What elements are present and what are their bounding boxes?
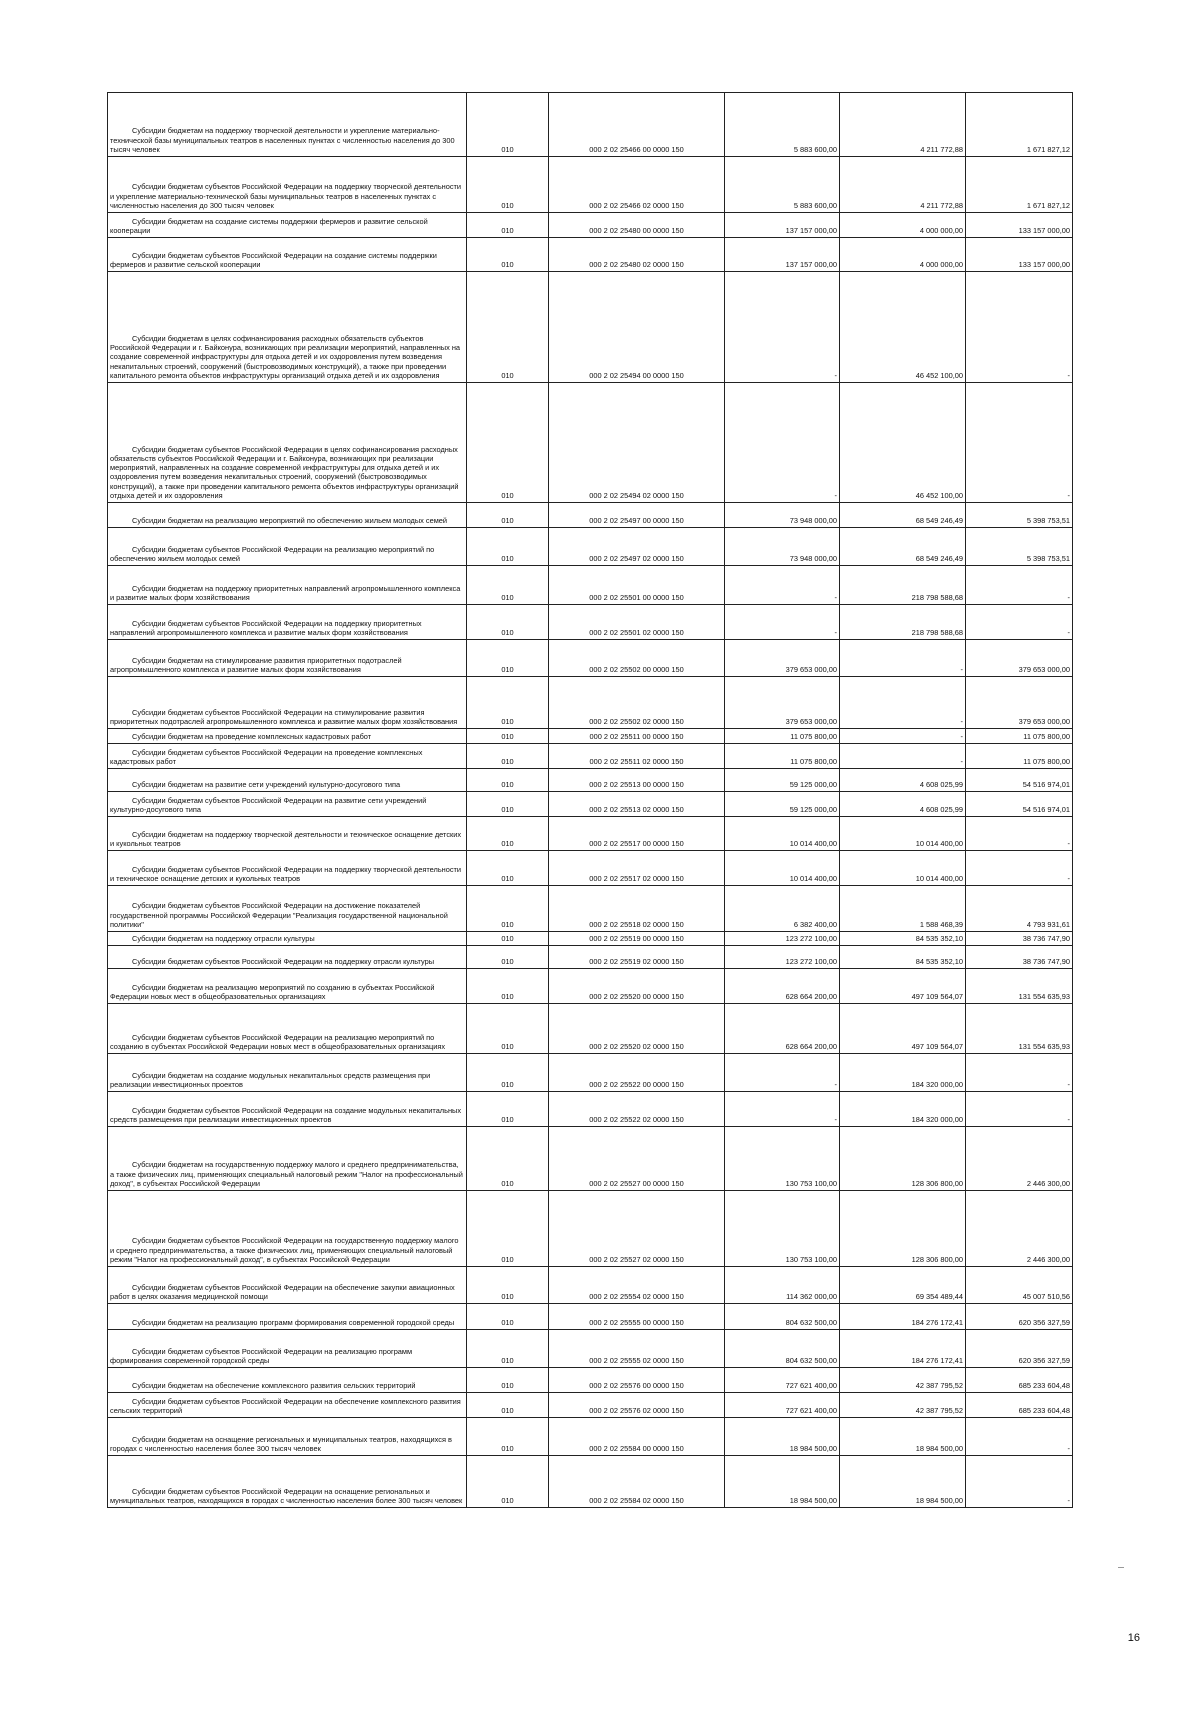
row-line-code-cell: 010 (467, 677, 549, 729)
row-name-cell: Субсидии бюджетам субъектов Российской Федерации на государственную поддержку малого и среднего предпринимательства, а также физических лиц, применяющих специальный налоговый режим "Налог на профессиональный доход", в субъектах Российской Федерации (108, 1191, 467, 1267)
row-name-cell: Субсидии бюджетам субъектов Российской Федерации на поддержку творческой деятельности и укрепление материально-технической базы муниципальных театров в населенных пунктах с численностью населения до 300 тысяч человек (108, 157, 467, 213)
row-executed-amount-cell: 84 535 352,10 (840, 946, 966, 969)
row-unexecuted-amount-cell: 5 398 753,51 (966, 528, 1073, 566)
row-approved-amount-cell: 73 948 000,00 (725, 528, 840, 566)
row-name-cell: Субсидии бюджетам на поддержку творческой деятельности и укрепление материально-технической базы муниципальных театров в населенных пунктах с численностью населения до 300 тысяч человек (108, 93, 467, 157)
row-line-code-cell: 010 (467, 566, 549, 605)
row-approved-amount-cell: 10 014 400,00 (725, 817, 840, 851)
table-row (108, 1304, 1073, 1330)
row-executed-amount-cell: 184 276 172,41 (840, 1304, 966, 1330)
row-line-code-cell: 010 (467, 744, 549, 769)
table-row (108, 640, 1073, 677)
row-budget-code-cell: 000 2 02 25502 02 0000 150 (549, 677, 725, 729)
row-budget-code-cell: 000 2 02 25511 00 0000 150 (549, 729, 725, 744)
row-approved-amount-cell: 379 653 000,00 (725, 640, 840, 677)
row-line-code-cell: 010 (467, 886, 549, 932)
row-executed-amount-cell: 42 387 795,52 (840, 1368, 966, 1393)
row-name-cell: Субсидии бюджетам на реализацию мероприятий по обеспечению жильем молодых семей (108, 503, 467, 528)
row-name-cell: Субсидии бюджетам на поддержку отрасли культуры (108, 932, 467, 946)
row-name-cell: Субсидии бюджетам субъектов Российской Федерации на поддержку приоритетных направлений агропромышленного комплекса и развитие малых форм хозяйствования (108, 605, 467, 640)
row-executed-amount-cell: 18 984 500,00 (840, 1418, 966, 1456)
row-unexecuted-amount-cell: - (966, 566, 1073, 605)
table-row (108, 1267, 1073, 1304)
row-budget-code-cell: 000 2 02 25555 02 0000 150 (549, 1330, 725, 1368)
row-budget-code-cell: 000 2 02 25497 00 0000 150 (549, 503, 725, 528)
row-approved-amount-cell: 11 075 800,00 (725, 729, 840, 744)
row-line-code-cell: 010 (467, 1368, 549, 1393)
row-line-code-cell: 010 (467, 157, 549, 213)
row-unexecuted-amount-cell: 2 446 300,00 (966, 1191, 1073, 1267)
table-row (108, 272, 1073, 383)
row-budget-code-cell: 000 2 02 25584 00 0000 150 (549, 1418, 725, 1456)
row-budget-code-cell: 000 2 02 25511 02 0000 150 (549, 744, 725, 769)
row-name-cell: Субсидии бюджетам в целях софинансирования расходных обязательств субъектов Российской Федерации и г. Байконура, возникающих при реализации мероприятий, направленных на создание современной инфраструктуры для отдыха детей и их оздоровления путем возведения некапитальных строений, сооружений (быстровозводимых конструкций), а также при проведении капитального ремонта объектов инфраструктуры организаций отдыха детей и их оздоровления (108, 272, 467, 383)
row-name-cell: Субсидии бюджетам на реализацию мероприятий по созданию в субъектах Российской Федерации новых мест в общеобразовательных организациях (108, 969, 467, 1004)
row-name-cell: Субсидии бюджетам на оснащение региональных и муниципальных театров, находящихся в городах с численностью населения более 300 тысяч человек (108, 1418, 467, 1456)
row-line-code-cell: 010 (467, 528, 549, 566)
row-executed-amount-cell: 46 452 100,00 (840, 383, 966, 503)
row-line-code-cell: 010 (467, 238, 549, 272)
row-line-code-cell: 010 (467, 1127, 549, 1191)
row-name-cell: Субсидии бюджетам субъектов Российской Федерации на поддержку творческой деятельности и техническое оснащение детских и кукольных театров (108, 851, 467, 886)
row-executed-amount-cell: 18 984 500,00 (840, 1456, 966, 1508)
table-row (108, 1393, 1073, 1418)
row-budget-code-cell: 000 2 02 25466 00 0000 150 (549, 93, 725, 157)
budget-table (107, 92, 1073, 1508)
row-executed-amount-cell: 1 588 468,39 (840, 886, 966, 932)
row-budget-code-cell: 000 2 02 25497 02 0000 150 (549, 528, 725, 566)
row-name-cell: Субсидии бюджетам субъектов Российской Федерации на поддержку отрасли культуры (108, 946, 467, 969)
row-name-cell: Субсидии бюджетам субъектов Российской Федерации на обеспечение закупки авиационных работ в целях оказания медицинской помощи (108, 1267, 467, 1304)
row-budget-code-cell: 000 2 02 25555 00 0000 150 (549, 1304, 725, 1330)
row-budget-code-cell: 000 2 02 25520 00 0000 150 (549, 969, 725, 1004)
table-row (108, 238, 1073, 272)
row-executed-amount-cell: 84 535 352,10 (840, 932, 966, 946)
row-executed-amount-cell: 4 000 000,00 (840, 238, 966, 272)
table-row (108, 1054, 1073, 1092)
table-row (108, 566, 1073, 605)
table-row (108, 946, 1073, 969)
row-budget-code-cell: 000 2 02 25494 00 0000 150 (549, 272, 725, 383)
row-unexecuted-amount-cell: 133 157 000,00 (966, 213, 1073, 238)
row-approved-amount-cell: 379 653 000,00 (725, 677, 840, 729)
row-line-code-cell: 010 (467, 272, 549, 383)
table-row (108, 792, 1073, 817)
row-line-code-cell: 010 (467, 213, 549, 238)
row-name-cell: Субсидии бюджетам субъектов Российской Федерации в целях софинансирования расходных обязательств субъектов Российской Федерации и г. Байконура, возникающих при реализации мероприятий, направленных на создание современной инфраструктуры для отдыха детей и их оздоровления путем возведения некапитальных строений, сооружений (быстровозводимых конструкций), а также при проведении капитального ремонта объектов инфраструктуры организаций отдыха детей и их оздоровления (108, 383, 467, 503)
row-executed-amount-cell: 218 798 588,68 (840, 566, 966, 605)
row-budget-code-cell: 000 2 02 25466 02 0000 150 (549, 157, 725, 213)
row-line-code-cell: 010 (467, 1304, 549, 1330)
table-row (108, 1368, 1073, 1393)
row-executed-amount-cell: 69 354 489,44 (840, 1267, 966, 1304)
row-approved-amount-cell: 114 362 000,00 (725, 1267, 840, 1304)
row-unexecuted-amount-cell: - (966, 383, 1073, 503)
row-unexecuted-amount-cell: 38 736 747,90 (966, 946, 1073, 969)
row-executed-amount-cell: 4 211 772,88 (840, 157, 966, 213)
row-budget-code-cell: 000 2 02 25517 02 0000 150 (549, 851, 725, 886)
row-approved-amount-cell: 5 883 600,00 (725, 157, 840, 213)
row-budget-code-cell: 000 2 02 25527 02 0000 150 (549, 1191, 725, 1267)
row-budget-code-cell: 000 2 02 25513 02 0000 150 (549, 792, 725, 817)
row-approved-amount-cell: 11 075 800,00 (725, 744, 840, 769)
table-row (108, 1092, 1073, 1127)
row-budget-code-cell: 000 2 02 25494 02 0000 150 (549, 383, 725, 503)
table-row (108, 817, 1073, 851)
row-name-cell: Субсидии бюджетам на проведение комплексных кадастровых работ (108, 729, 467, 744)
table-row (108, 1330, 1073, 1368)
table-row (108, 1127, 1073, 1191)
row-budget-code-cell: 000 2 02 25517 00 0000 150 (549, 817, 725, 851)
row-executed-amount-cell: 4 608 025,99 (840, 769, 966, 792)
row-executed-amount-cell: - (840, 640, 966, 677)
row-unexecuted-amount-cell: - (966, 1092, 1073, 1127)
table-row (108, 769, 1073, 792)
row-executed-amount-cell: - (840, 677, 966, 729)
row-name-cell: Субсидии бюджетам на поддержку приоритетных направлений агропромышленного комплекса и развитие малых форм хозяйствования (108, 566, 467, 605)
row-approved-amount-cell: - (725, 1092, 840, 1127)
row-line-code-cell: 010 (467, 1191, 549, 1267)
row-approved-amount-cell: 59 125 000,00 (725, 792, 840, 817)
row-budget-code-cell: 000 2 02 25520 02 0000 150 (549, 1004, 725, 1054)
row-name-cell: Субсидии бюджетам субъектов Российской Федерации на реализацию мероприятий по созданию в субъектах Российской Федерации новых мест в общеобразовательных организациях (108, 1004, 467, 1054)
row-unexecuted-amount-cell: 2 446 300,00 (966, 1127, 1073, 1191)
row-executed-amount-cell: - (840, 729, 966, 744)
table-row (108, 1004, 1073, 1054)
row-unexecuted-amount-cell: - (966, 605, 1073, 640)
row-approved-amount-cell: 137 157 000,00 (725, 213, 840, 238)
budget-table-body (108, 93, 1073, 1508)
row-executed-amount-cell: 184 320 000,00 (840, 1092, 966, 1127)
table-row (108, 528, 1073, 566)
table-row (108, 503, 1073, 528)
row-budget-code-cell: 000 2 02 25501 02 0000 150 (549, 605, 725, 640)
row-approved-amount-cell: 73 948 000,00 (725, 503, 840, 528)
row-line-code-cell: 010 (467, 1393, 549, 1418)
row-line-code-cell: 010 (467, 1267, 549, 1304)
row-unexecuted-amount-cell: 685 233 604,48 (966, 1393, 1073, 1418)
row-unexecuted-amount-cell: 379 653 000,00 (966, 640, 1073, 677)
table-row (108, 677, 1073, 729)
row-executed-amount-cell: 42 387 795,52 (840, 1393, 966, 1418)
row-name-cell: Субсидии бюджетам на государственную поддержку малого и среднего предпринимательства, а также физических лиц, применяющих специальный налоговый режим "Налог на профессиональный доход", в субъектах Российской Федерации (108, 1127, 467, 1191)
table-row (108, 1191, 1073, 1267)
row-name-cell: Субсидии бюджетам субъектов Российской Федерации на создание системы поддержки фермеров и развитие сельской кооперации (108, 238, 467, 272)
row-budget-code-cell: 000 2 02 25518 02 0000 150 (549, 886, 725, 932)
row-unexecuted-amount-cell: 133 157 000,00 (966, 238, 1073, 272)
row-executed-amount-cell: 46 452 100,00 (840, 272, 966, 383)
row-unexecuted-amount-cell: 1 671 827,12 (966, 93, 1073, 157)
row-unexecuted-amount-cell: 1 671 827,12 (966, 157, 1073, 213)
row-executed-amount-cell: 4 608 025,99 (840, 792, 966, 817)
row-unexecuted-amount-cell: 379 653 000,00 (966, 677, 1073, 729)
row-line-code-cell: 010 (467, 1004, 549, 1054)
row-executed-amount-cell: 184 276 172,41 (840, 1330, 966, 1368)
row-budget-code-cell: 000 2 02 25502 00 0000 150 (549, 640, 725, 677)
row-approved-amount-cell: 804 632 500,00 (725, 1330, 840, 1368)
table-row (108, 969, 1073, 1004)
row-budget-code-cell: 000 2 02 25501 00 0000 150 (549, 566, 725, 605)
budget-report-sheet (107, 92, 1072, 1508)
row-name-cell: Субсидии бюджетам субъектов Российской Федерации на развитие сети учреждений культурно-досугового типа (108, 792, 467, 817)
row-approved-amount-cell: 137 157 000,00 (725, 238, 840, 272)
row-line-code-cell: 010 (467, 817, 549, 851)
row-line-code-cell: 010 (467, 605, 549, 640)
row-budget-code-cell: 000 2 02 25527 00 0000 150 (549, 1127, 725, 1191)
row-line-code-cell: 010 (467, 1092, 549, 1127)
row-executed-amount-cell: 68 549 246,49 (840, 503, 966, 528)
row-approved-amount-cell: - (725, 605, 840, 640)
table-row (108, 932, 1073, 946)
row-line-code-cell: 010 (467, 383, 549, 503)
row-approved-amount-cell: 18 984 500,00 (725, 1456, 840, 1508)
row-unexecuted-amount-cell: 620 356 327,59 (966, 1330, 1073, 1368)
row-budget-code-cell: 000 2 02 25576 00 0000 150 (549, 1368, 725, 1393)
table-row (108, 886, 1073, 932)
row-budget-code-cell: 000 2 02 25576 02 0000 150 (549, 1393, 725, 1418)
row-name-cell: Субсидии бюджетам на обеспечение комплексного развития сельских территорий (108, 1368, 467, 1393)
row-name-cell: Субсидии бюджетам субъектов Российской Федерации на оснащение региональных и муниципальных театров, находящихся в городах с численностью населения более 300 тысяч человек (108, 1456, 467, 1508)
row-unexecuted-amount-cell: 11 075 800,00 (966, 729, 1073, 744)
row-approved-amount-cell: 628 664 200,00 (725, 969, 840, 1004)
row-approved-amount-cell: - (725, 383, 840, 503)
row-budget-code-cell: 000 2 02 25522 02 0000 150 (549, 1092, 725, 1127)
row-name-cell: Субсидии бюджетам субъектов Российской Федерации на достижение показателей государственной программы Российской Федерации "Реализация государственной национальной политики" (108, 886, 467, 932)
table-row (108, 1456, 1073, 1508)
row-approved-amount-cell: 130 753 100,00 (725, 1191, 840, 1267)
row-line-code-cell: 010 (467, 1456, 549, 1508)
row-budget-code-cell: 000 2 02 25519 02 0000 150 (549, 946, 725, 969)
row-approved-amount-cell: 5 883 600,00 (725, 93, 840, 157)
row-budget-code-cell: 000 2 02 25513 00 0000 150 (549, 769, 725, 792)
row-budget-code-cell: 000 2 02 25519 00 0000 150 (549, 932, 725, 946)
row-unexecuted-amount-cell: - (966, 1054, 1073, 1092)
row-executed-amount-cell: 497 109 564,07 (840, 969, 966, 1004)
table-row (108, 213, 1073, 238)
table-row (108, 744, 1073, 769)
row-unexecuted-amount-cell: 54 516 974,01 (966, 792, 1073, 817)
row-line-code-cell: 010 (467, 1418, 549, 1456)
row-name-cell: Субсидии бюджетам субъектов Российской Федерации на стимулирование развития приоритетных подотраслей агропромышленного комплекса и развитие малых форм хозяйствования (108, 677, 467, 729)
row-unexecuted-amount-cell: 54 516 974,01 (966, 769, 1073, 792)
row-executed-amount-cell: 218 798 588,68 (840, 605, 966, 640)
row-line-code-cell: 010 (467, 1330, 549, 1368)
row-line-code-cell: 010 (467, 93, 549, 157)
row-unexecuted-amount-cell: 5 398 753,51 (966, 503, 1073, 528)
row-unexecuted-amount-cell: - (966, 272, 1073, 383)
row-unexecuted-amount-cell: - (966, 1456, 1073, 1508)
row-line-code-cell: 010 (467, 729, 549, 744)
row-line-code-cell: 010 (467, 946, 549, 969)
row-line-code-cell: 010 (467, 769, 549, 792)
row-approved-amount-cell: - (725, 566, 840, 605)
row-budget-code-cell: 000 2 02 25554 02 0000 150 (549, 1267, 725, 1304)
row-executed-amount-cell: 184 320 000,00 (840, 1054, 966, 1092)
table-row (108, 157, 1073, 213)
row-approved-amount-cell: 804 632 500,00 (725, 1304, 840, 1330)
row-executed-amount-cell: 10 014 400,00 (840, 817, 966, 851)
row-executed-amount-cell: 4 211 772,88 (840, 93, 966, 157)
row-line-code-cell: 010 (467, 932, 549, 946)
row-approved-amount-cell: 727 621 400,00 (725, 1393, 840, 1418)
row-name-cell: Субсидии бюджетам на реализацию программ формирования современной городской среды (108, 1304, 467, 1330)
row-approved-amount-cell: 18 984 500,00 (725, 1418, 840, 1456)
row-unexecuted-amount-cell: - (966, 851, 1073, 886)
row-approved-amount-cell: 6 382 400,00 (725, 886, 840, 932)
table-row (108, 851, 1073, 886)
row-name-cell: Субсидии бюджетам субъектов Российской Федерации на проведение комплексных кадастровых работ (108, 744, 467, 769)
row-unexecuted-amount-cell: 11 075 800,00 (966, 744, 1073, 769)
row-approved-amount-cell: 130 753 100,00 (725, 1127, 840, 1191)
row-approved-amount-cell: 628 664 200,00 (725, 1004, 840, 1054)
row-approved-amount-cell: 59 125 000,00 (725, 769, 840, 792)
table-row (108, 605, 1073, 640)
row-executed-amount-cell: 128 306 800,00 (840, 1127, 966, 1191)
row-name-cell: Субсидии бюджетам на стимулирование развития приоритетных подотраслей агропромышленного комплекса и развитие малых форм хозяйствования (108, 640, 467, 677)
row-name-cell: Субсидии бюджетам субъектов Российской Федерации на реализацию мероприятий по обеспечению жильем молодых семей (108, 528, 467, 566)
row-name-cell: Субсидии бюджетам субъектов Российской Федерации на создание модульных некапитальных средств размещения при реализации инвестиционных проектов (108, 1092, 467, 1127)
row-approved-amount-cell: 10 014 400,00 (725, 851, 840, 886)
row-line-code-cell: 010 (467, 640, 549, 677)
row-approved-amount-cell: 123 272 100,00 (725, 946, 840, 969)
row-unexecuted-amount-cell: 131 554 635,93 (966, 1004, 1073, 1054)
row-unexecuted-amount-cell: - (966, 1418, 1073, 1456)
row-executed-amount-cell: 128 306 800,00 (840, 1191, 966, 1267)
row-name-cell: Субсидии бюджетам на развитие сети учреждений культурно-досугового типа (108, 769, 467, 792)
table-row (108, 1418, 1073, 1456)
row-budget-code-cell: 000 2 02 25584 02 0000 150 (549, 1456, 725, 1508)
row-unexecuted-amount-cell: 131 554 635,93 (966, 969, 1073, 1004)
row-unexecuted-amount-cell: 4 793 931,61 (966, 886, 1073, 932)
row-name-cell: Субсидии бюджетам субъектов Российской Федерации на реализацию программ формирования современной городской среды (108, 1330, 467, 1368)
row-name-cell: Субсидии бюджетам на поддержку творческой деятельности и техническое оснащение детских и кукольных театров (108, 817, 467, 851)
row-executed-amount-cell: - (840, 744, 966, 769)
row-line-code-cell: 010 (467, 792, 549, 817)
row-budget-code-cell: 000 2 02 25480 02 0000 150 (549, 238, 725, 272)
scan-mark (1118, 1567, 1124, 1568)
table-row (108, 383, 1073, 503)
row-name-cell: Субсидии бюджетам на создание системы поддержки фермеров и развитие сельской кооперации (108, 213, 467, 238)
row-budget-code-cell: 000 2 02 25522 00 0000 150 (549, 1054, 725, 1092)
row-line-code-cell: 010 (467, 1054, 549, 1092)
row-name-cell: Субсидии бюджетам субъектов Российской Федерации на обеспечение комплексного развития сельских территорий (108, 1393, 467, 1418)
row-executed-amount-cell: 497 109 564,07 (840, 1004, 966, 1054)
row-unexecuted-amount-cell: - (966, 817, 1073, 851)
row-unexecuted-amount-cell: 45 007 510,56 (966, 1267, 1073, 1304)
row-executed-amount-cell: 68 549 246,49 (840, 528, 966, 566)
row-line-code-cell: 010 (467, 503, 549, 528)
row-line-code-cell: 010 (467, 851, 549, 886)
row-approved-amount-cell: - (725, 1054, 840, 1092)
row-line-code-cell: 010 (467, 969, 549, 1004)
row-budget-code-cell: 000 2 02 25480 00 0000 150 (549, 213, 725, 238)
row-executed-amount-cell: 10 014 400,00 (840, 851, 966, 886)
table-row (108, 729, 1073, 744)
row-unexecuted-amount-cell: 620 356 327,59 (966, 1304, 1073, 1330)
row-executed-amount-cell: 4 000 000,00 (840, 213, 966, 238)
row-unexecuted-amount-cell: 38 736 747,90 (966, 932, 1073, 946)
row-unexecuted-amount-cell: 685 233 604,48 (966, 1368, 1073, 1393)
row-approved-amount-cell: - (725, 272, 840, 383)
row-name-cell: Субсидии бюджетам на создание модульных некапитальных средств размещения при реализации инвестиционных проектов (108, 1054, 467, 1092)
row-approved-amount-cell: 123 272 100,00 (725, 932, 840, 946)
row-approved-amount-cell: 727 621 400,00 (725, 1368, 840, 1393)
table-row (108, 93, 1073, 157)
page-number: 16 (1127, 1632, 1140, 1644)
